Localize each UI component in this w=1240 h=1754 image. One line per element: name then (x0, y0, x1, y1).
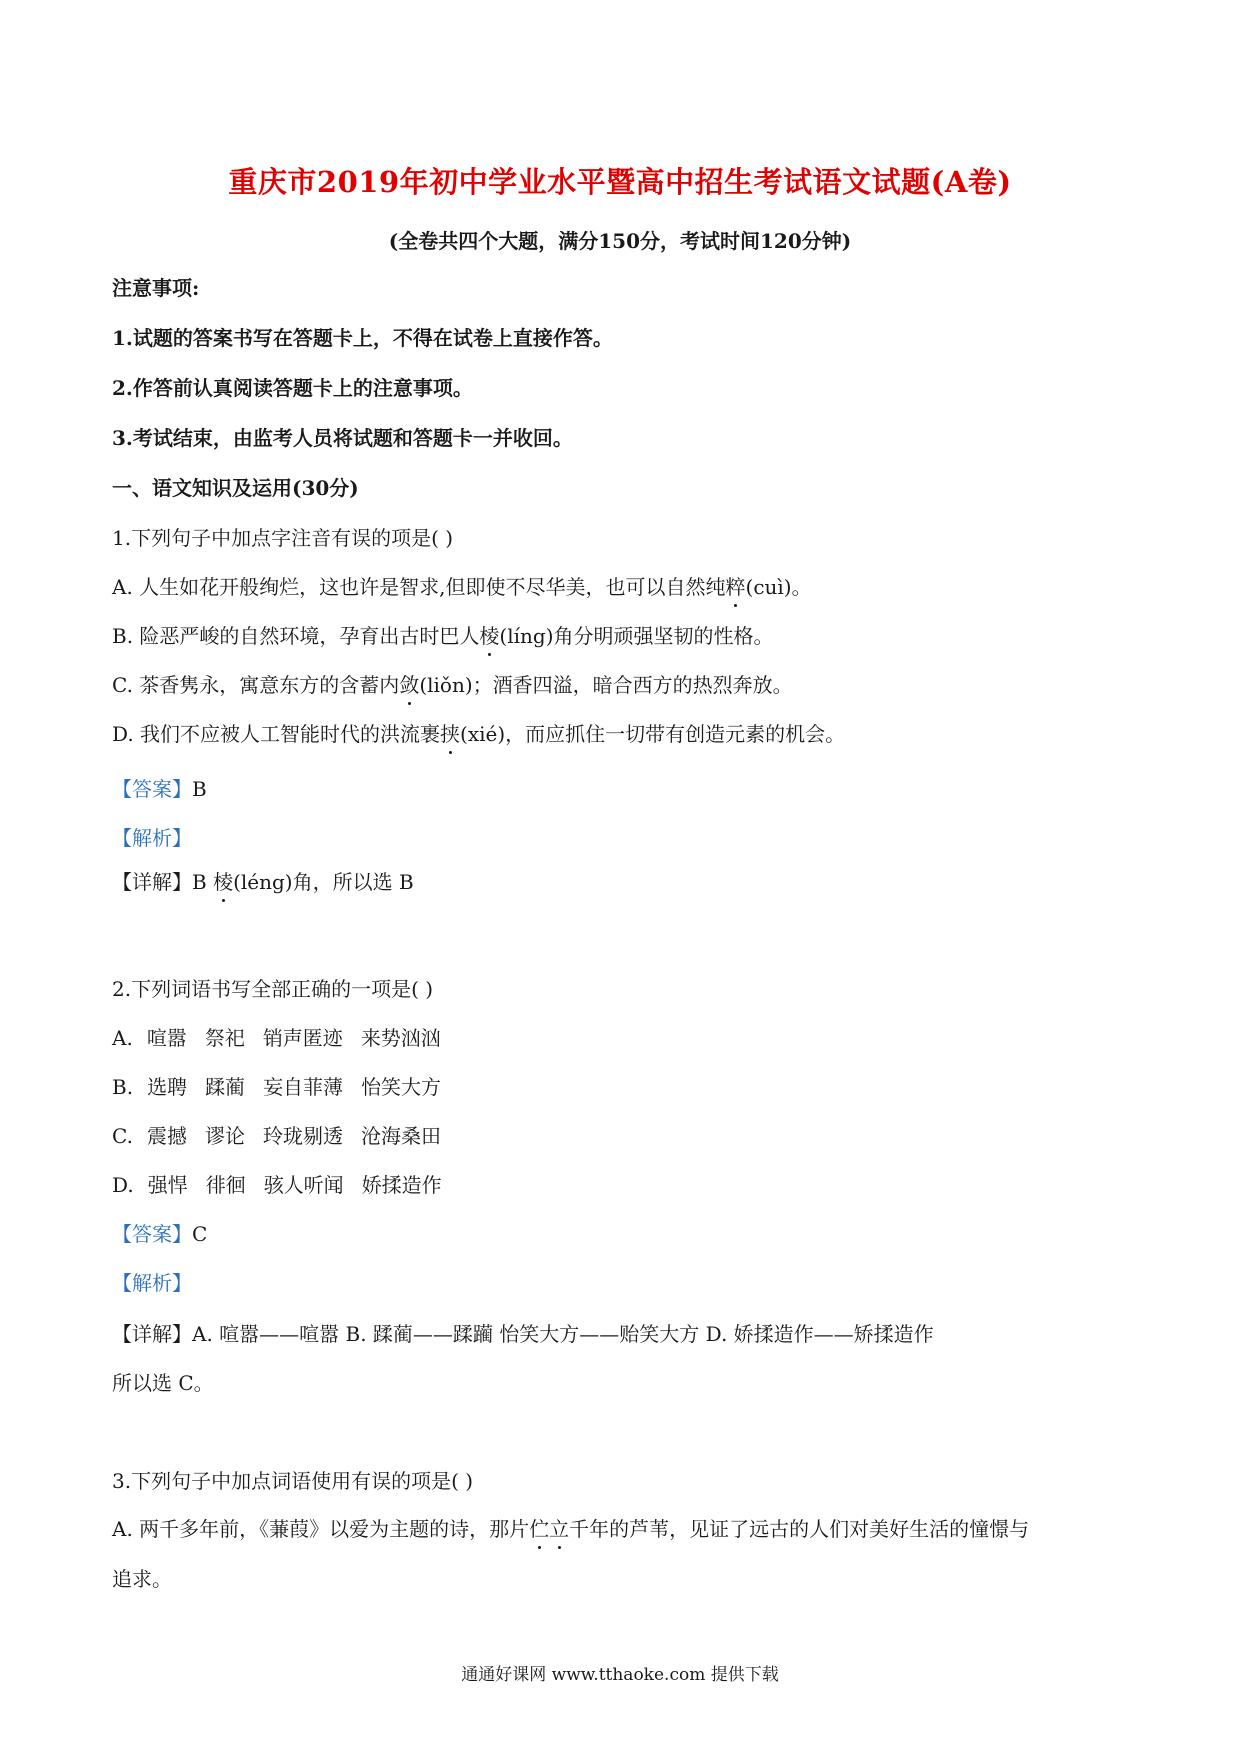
option-letter: A. (112, 1026, 133, 1050)
question-3-option-a (112, 1513, 1029, 1542)
section-heading: 一、语文知识及运用(30分) (112, 476, 359, 500)
option-letter: B. (112, 1075, 134, 1099)
question-2-stem: 2.下列词语书写全部正确的一项是( ) (112, 977, 434, 1001)
question-3-option-a-cont: 追求。 (112, 1567, 172, 1591)
option-word: 祭祀 (204, 1026, 245, 1050)
question-1-answer (112, 773, 207, 802)
option-word: 沧海桑田 (360, 1124, 441, 1148)
question-1-detail (112, 866, 414, 895)
option-text: (liǒn)；酒香四溢，暗合西方的热烈奔放。 (419, 673, 793, 697)
option-text: 千年的芦苇，见证了远古的人们对美好生活的憧憬与 (569, 1517, 1030, 1541)
notice-item-3: 3.考试结束，由监考人员将试题和答题卡一并收回。 (112, 426, 573, 450)
question-1-analysis-tag: 【解析】 (112, 826, 192, 850)
option-letter: C. (112, 1124, 133, 1148)
dotted-char: 棱 (213, 866, 233, 895)
detail-text: (léng)角，所以选 B (233, 870, 414, 894)
dotted-char: 伫 (529, 1513, 549, 1542)
notice-heading: 注意事项: (112, 276, 200, 300)
notice-item-2: 2.作答前认真阅读答题卡上的注意事项。 (112, 376, 473, 400)
detail-tag: 【详解】 (112, 1322, 192, 1346)
detail-text: A. 喧嚣——喧嚣 B. 蹂蔺——蹂躏 怡笑大方——贻笑大方 D. 娇揉造作——矫揉造作 (192, 1322, 934, 1346)
dotted-char: 粹 (726, 571, 746, 600)
question-1-option-b (112, 620, 774, 649)
question-2-detail (112, 1318, 934, 1347)
exam-title: 重庆市2019年初中学业水平暨高中招生考试语文试题(A卷) (228, 165, 1012, 199)
option-text: D. 我们不应被人工智能时代的洪流裹 (112, 722, 441, 746)
question-2-option-b (112, 1071, 459, 1100)
dotted-char: 棱 (479, 620, 499, 649)
option-word: 骇人听闻 (263, 1173, 344, 1197)
question-1-stem: 1.下列句子中加点字注音有误的项是( ) (112, 526, 454, 550)
answer-tag: 【答案】 (112, 777, 192, 801)
option-letter: D. (112, 1173, 134, 1197)
question-1-option-a (112, 571, 812, 600)
option-word: 选聘 (147, 1075, 188, 1099)
question-2-option-c (112, 1120, 459, 1149)
option-word: 来势汹汹 (360, 1026, 441, 1050)
question-2-answer (112, 1218, 207, 1247)
exam-subtitle: (全卷共四个大题，满分150分，考试时间120分钟) (388, 229, 852, 253)
option-text: B. 险恶严峻的自然环境，孕育出古时巴人 (112, 624, 480, 648)
footer-source: 通通好课网 www.tthaoke.com 提供下载 (461, 1665, 779, 1685)
question-2-option-d (112, 1169, 460, 1198)
answer-value: B (192, 777, 207, 801)
option-text: (cuì)。 (745, 575, 812, 599)
option-word: 蹂蔺 (205, 1075, 246, 1099)
option-text: C. 茶香隽永，寓意东方的含蓄内 (112, 673, 400, 697)
option-word: 喧嚣 (146, 1026, 187, 1050)
option-word: 妄自菲薄 (263, 1075, 344, 1099)
notice-item-1: 1.试题的答案书写在答题卡上，不得在试卷上直接作答。 (112, 326, 613, 350)
question-1-option-d (112, 718, 845, 747)
answer-value: C (192, 1222, 208, 1246)
dotted-char: 立 (549, 1513, 569, 1542)
detail-text: B (192, 870, 214, 894)
option-word: 谬论 (204, 1124, 245, 1148)
option-word: 怡笑大方 (361, 1075, 442, 1099)
question-2-option-a (112, 1022, 459, 1051)
question-3-stem: 3.下列句子中加点词语使用有误的项是( ) (112, 1469, 474, 1493)
dotted-char: 敛 (399, 669, 419, 698)
question-1-option-c (112, 669, 793, 698)
dotted-char: 挟 (440, 718, 460, 747)
option-word: 玲珑剔透 (262, 1124, 343, 1148)
option-word: 强悍 (147, 1173, 188, 1197)
question-2-conclusion: 所以选 C。 (112, 1371, 214, 1395)
option-text: (xié)，而应抓住一切带有创造元素的机会。 (460, 722, 846, 746)
option-text: A. 人生如花开般绚烂，这也许是智求,但即使不尽华美，也可以自然纯 (112, 575, 726, 599)
option-word: 娇揉造作 (361, 1173, 442, 1197)
answer-tag: 【答案】 (112, 1222, 192, 1246)
option-text: A. 两千多年前，《蒹葭》以爱为主题的诗，那片 (112, 1517, 530, 1541)
option-word: 徘徊 (205, 1173, 246, 1197)
detail-tag: 【详解】 (112, 870, 192, 894)
option-text: (líng)角分明顽强坚韧的性格。 (499, 624, 774, 648)
question-2-analysis-tag: 【解析】 (112, 1271, 192, 1295)
option-word: 销声匿迹 (262, 1026, 343, 1050)
option-word: 震撼 (146, 1124, 187, 1148)
